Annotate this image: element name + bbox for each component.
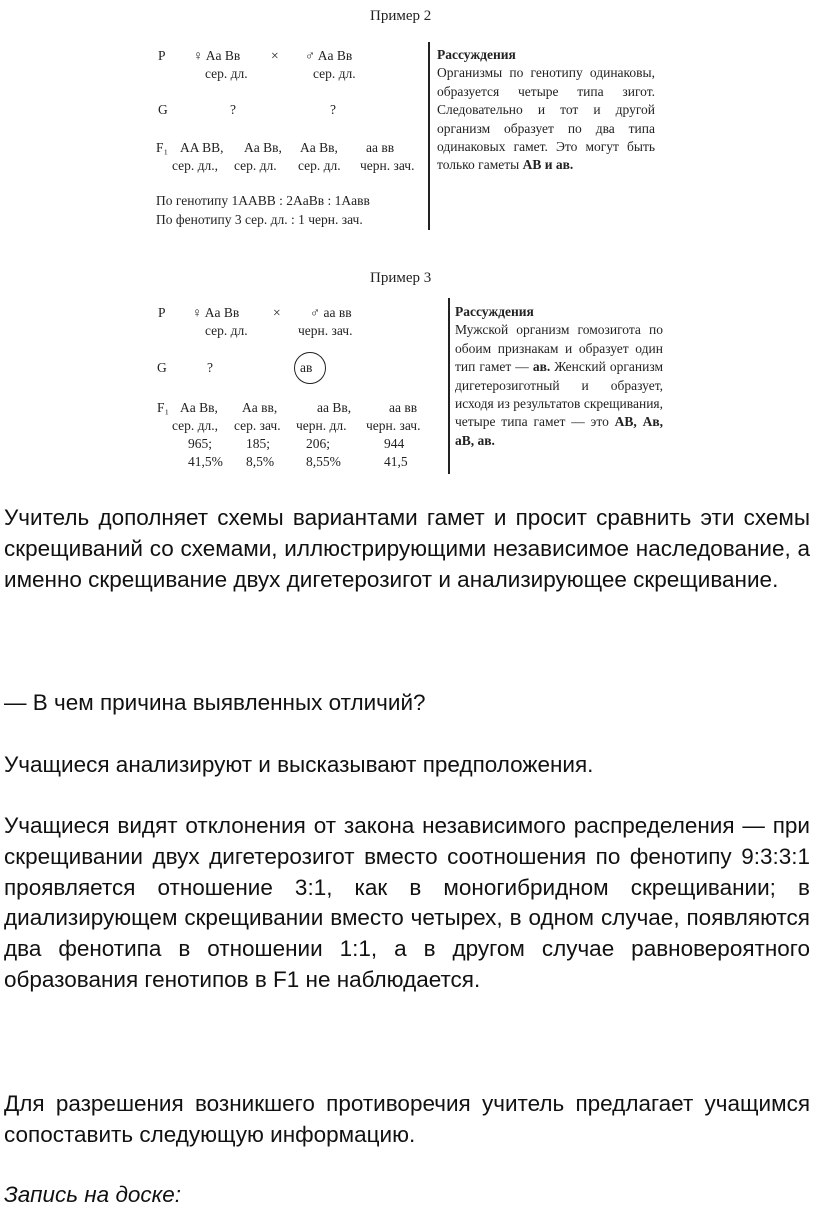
- gamete-male: ав: [300, 360, 313, 375]
- f1-genotype: Aa Вв,: [244, 140, 282, 155]
- f1-phenotype: черн. зач.: [366, 418, 421, 433]
- reasoning-title: Рассуждения: [437, 47, 516, 62]
- gamete-female: ?: [207, 360, 213, 375]
- phenotype-ratio: По фенотипу 3 сер. дл. : 1 черн. зач.: [156, 212, 363, 227]
- f1-genotype: Aa Вв,: [300, 140, 338, 155]
- f1-genotype: aa вв: [366, 140, 395, 155]
- female-genotype: ♀ Aa Вв: [193, 48, 241, 63]
- board-record-label: Запись на доске:: [4, 1182, 182, 1207]
- paragraph-contradiction: Для разрешения возникшего противоречия учитель предлагает учащимся сопоставить следующую информацию.: [4, 1091, 810, 1147]
- male-phenotype: сер. дл.: [313, 66, 356, 81]
- f1-genotype: aa вв: [389, 400, 418, 415]
- paragraph-question: — В чем причина выявленных отличий?: [4, 690, 426, 715]
- reasoning-gamete-male: ав.: [532, 359, 551, 375]
- f1-count: 965;: [188, 436, 213, 451]
- gamete-male: ?: [330, 102, 336, 117]
- gamete-female: ?: [230, 102, 236, 117]
- paragraph-deviations: Учащиеся видят отклонения от закона независимого распределения — при скрещивании двух дигетерозигот вместо соотношения по фенотипу 9:3:3:1 проявляется отношение 3:1, как в моногибридном скрещивании; в диализирующем скрещивании вместо четырех, в одном случае, появляются два фенотипа в отношении 1:1, а в другом случае равновероятного образования генотипов в F1 не наблюдается.: [4, 813, 810, 992]
- gametes-label: G: [158, 102, 168, 117]
- f1-percent: 8,5%: [246, 454, 275, 469]
- parents-label: P: [158, 48, 166, 63]
- f1-count: 944: [384, 436, 405, 451]
- f1-phenotype: сер. дл.: [298, 158, 341, 173]
- f1-genotype: AA ВВ,: [180, 140, 224, 155]
- f1-phenotype: сер. зач.: [234, 418, 281, 433]
- f1-percent: 41,5: [384, 454, 408, 469]
- divider-line: [448, 298, 450, 474]
- reasoning-gametes: АВ и ав.: [522, 157, 574, 173]
- gametes-label: G: [157, 360, 167, 375]
- reasoning-gametes-female: АВ, Ав, аВ, ав.: [455, 414, 663, 448]
- cross-sign: ×: [271, 48, 279, 63]
- male-genotype: ♂ aa вв: [310, 305, 352, 320]
- f1-phenotype: сер. дл.,: [172, 158, 219, 173]
- reasoning-text: Женский организм дигетерозиготный и образует, исходя из результатов скрещивания, четыре типа гамет — это: [455, 359, 664, 430]
- reasoning-block: [437, 46, 655, 175]
- example-3-title: Пример 3: [370, 270, 432, 286]
- divider-line: [428, 42, 430, 230]
- male-genotype: ♂ Aa Вв: [305, 48, 353, 63]
- f1-phenotype: сер. дл.,: [172, 418, 219, 433]
- f1-label: F₁: [157, 400, 170, 415]
- male-phenotype: черн. зач.: [298, 323, 353, 338]
- f1-phenotype: черн. дл.: [296, 418, 347, 433]
- genotype-ratio: По генотипу 1AAВВ : 2AaВв : 1Aавв: [156, 193, 370, 208]
- reasoning-text: Мужской организм гомозигота по обоим признакам и образует один тип гамет —: [455, 322, 663, 375]
- f1-count: 206;: [306, 436, 331, 451]
- f1-phenotype: сер. дл.: [234, 158, 277, 173]
- female-phenotype: сер. дл.: [205, 66, 248, 81]
- f1-phenotype: черн. зач.: [360, 158, 415, 173]
- female-phenotype: сер. дл.: [205, 323, 248, 338]
- reasoning-title: Рассуждения: [455, 304, 534, 319]
- f1-genotype: aa Вв,: [317, 400, 352, 415]
- f1-genotype: Aa Вв,: [180, 400, 218, 415]
- reasoning-block: [455, 303, 663, 450]
- f1-percent: 41,5%: [188, 454, 223, 469]
- parents-label: P: [158, 305, 166, 320]
- f1-count: 185;: [246, 436, 271, 451]
- paragraph-students-analyze: Учащиеся анализируют и высказывают предположения.: [4, 752, 594, 777]
- female-genotype: ♀ Aa Вв: [192, 305, 240, 320]
- f1-genotype: Aa вв,: [242, 400, 278, 415]
- example-2-title: Пример 2: [370, 8, 432, 24]
- reasoning-text: Организмы по генотипу одинаковы, образуется четыре типа зигот. Следовательно и тот и другой организм образует по два типа одинаковых гамет. Это могут быть только гаметы: [437, 65, 655, 173]
- paragraph-teacher-task: Учитель дополняет схемы вариантами гамет и просит сравнить эти схемы скрещиваний со схемами, иллюстрирующими независимое наследование, а именно скрещивание двух дигетерозигот и анализирующее скрещивание.: [4, 505, 810, 592]
- cross-sign: ×: [273, 305, 281, 320]
- f1-label: F₁: [156, 140, 169, 155]
- f1-percent: 8,55%: [306, 454, 341, 469]
